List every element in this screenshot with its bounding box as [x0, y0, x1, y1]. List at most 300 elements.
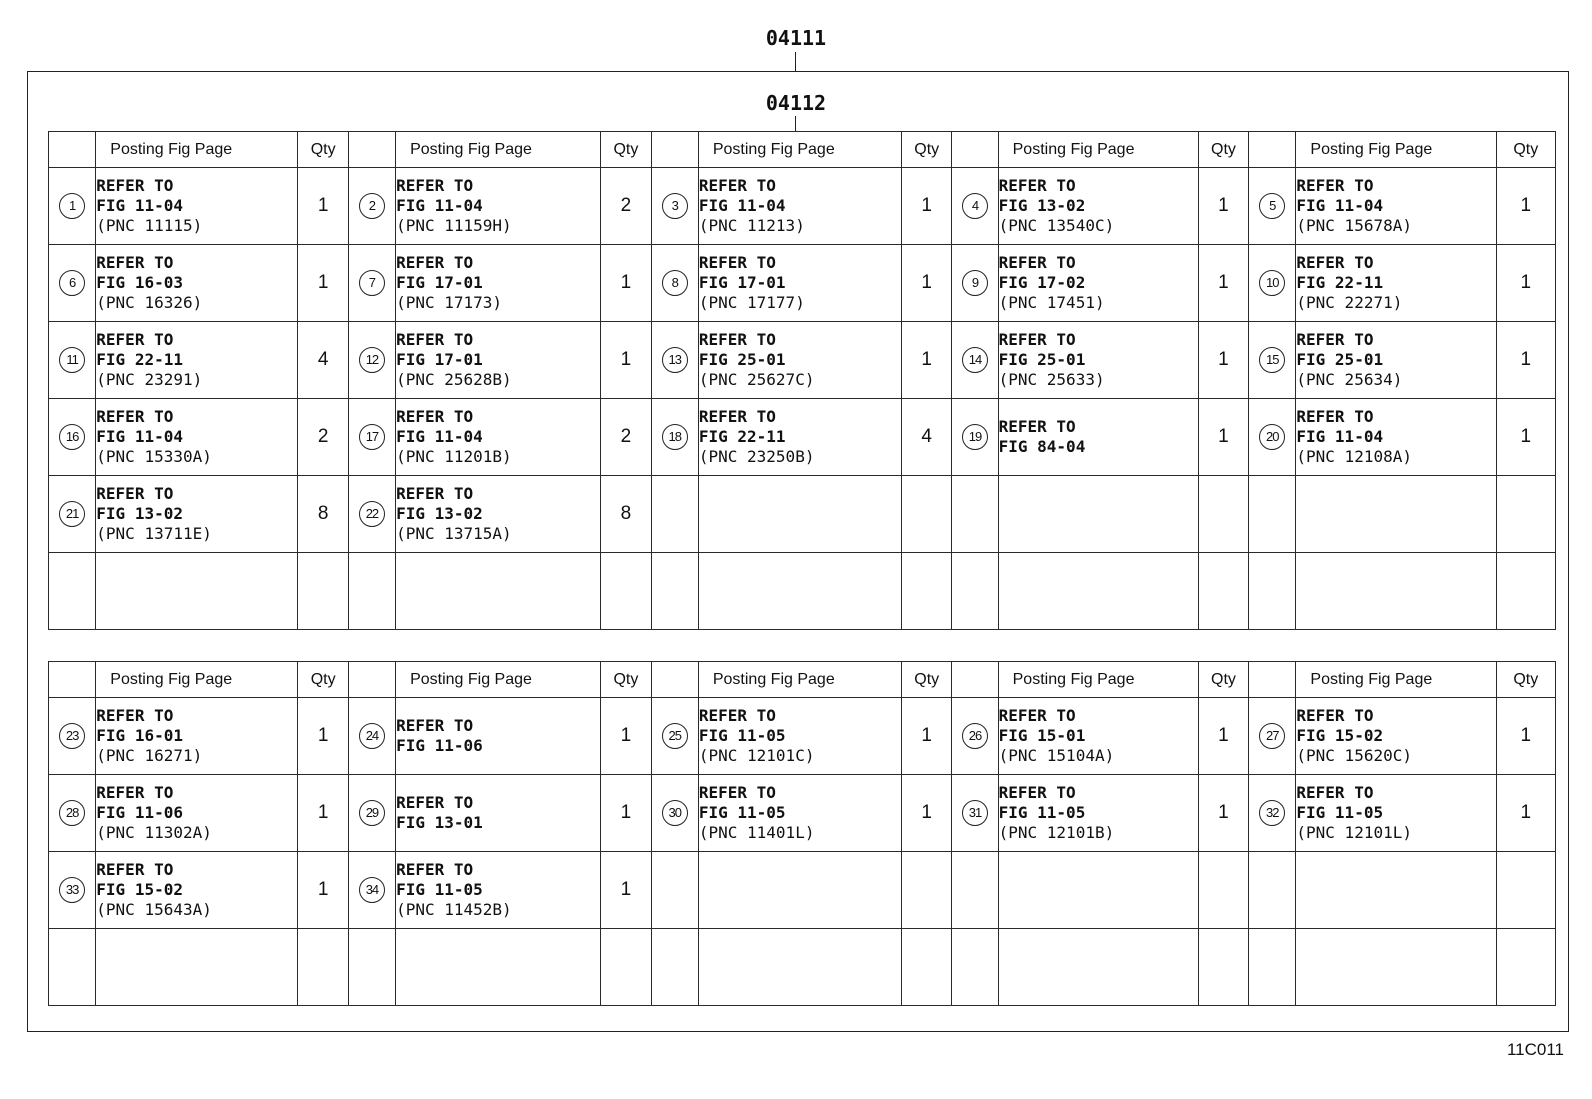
- qty-cell: 1: [902, 168, 952, 245]
- fig-ref-text: FIG 16-01: [96, 726, 183, 745]
- qty-cell: 1: [298, 775, 348, 852]
- refer-to-text: REFER TO: [1296, 783, 1374, 802]
- ref-number-badge: 16: [59, 424, 85, 450]
- header-posting: [698, 132, 901, 168]
- ref-number-badge: 30: [662, 800, 688, 826]
- header-num-col: [49, 662, 96, 698]
- fig-ref-text: FIG 15-02: [96, 880, 183, 899]
- header-qty: Qty: [1496, 132, 1555, 168]
- pnc-text: (PNC 15643A): [96, 900, 212, 919]
- ref-figure-cell: [1296, 399, 1496, 476]
- table-row: [49, 775, 1556, 852]
- table-row: [49, 852, 1556, 929]
- qty-cell: 2: [601, 399, 651, 476]
- header-num-col: [348, 662, 395, 698]
- header-qty: Qty: [298, 132, 348, 168]
- qty-cell: 1: [1496, 775, 1555, 852]
- qty-cell: 1: [902, 245, 952, 322]
- header-num-col: [1249, 662, 1296, 698]
- pnc-text: (PNC 11452B): [396, 900, 512, 919]
- header-num-col: [1249, 132, 1296, 168]
- ref-figure-cell: [1296, 245, 1496, 322]
- ref-figure-cell: [396, 322, 601, 399]
- refer-to-text: REFER TO: [396, 860, 474, 879]
- header-posting: [698, 662, 901, 698]
- qty-cell: 1: [1198, 399, 1248, 476]
- pnc-text: (PNC 17451): [998, 293, 1105, 312]
- ref-number-cell: [952, 399, 998, 476]
- refer-to-text: REFER TO: [698, 706, 776, 725]
- ref-figure-cell: [1296, 775, 1496, 852]
- qty-cell: 4: [298, 322, 348, 399]
- table-row: [49, 476, 1556, 553]
- header-posting-label: Posting Fig Page: [712, 140, 835, 158]
- fig-ref-text: FIG 11-04: [1296, 427, 1384, 446]
- pnc-text: (PNC 11115): [96, 216, 203, 235]
- qty-cell: [1198, 553, 1248, 630]
- figure-code: 11C011: [1506, 1040, 1564, 1059]
- ref-number-cell: [1249, 476, 1296, 553]
- ref-number-cell: [952, 775, 998, 852]
- ref-number-badge: 10: [1259, 270, 1285, 296]
- ref-figure-cell: [698, 245, 901, 322]
- fig-ref-text: FIG 16-03: [96, 273, 183, 292]
- ref-number-badge: 34: [359, 877, 385, 903]
- qty-cell: 1: [1496, 698, 1555, 775]
- refer-to-text: REFER TO: [1296, 330, 1374, 349]
- fig-ref-text: FIG 17-01: [396, 273, 483, 292]
- header-posting: [96, 662, 298, 698]
- ref-number-cell: [49, 852, 96, 929]
- fig-ref-text: FIG 13-02: [998, 196, 1086, 215]
- header-posting-label: Posting Fig Page: [110, 140, 233, 158]
- ref-number-cell: [651, 698, 698, 775]
- ref-figure-cell: [96, 553, 298, 630]
- sub-assembly-leader-line: [795, 116, 796, 132]
- table-row: [49, 698, 1556, 775]
- qty-cell: [902, 852, 952, 929]
- ref-figure-cell: [96, 852, 298, 929]
- header-qty: Qty: [902, 132, 952, 168]
- refer-to-text: REFER TO: [998, 417, 1076, 436]
- ref-figure-cell: [96, 399, 298, 476]
- qty-cell: 1: [902, 322, 952, 399]
- refer-to-text: REFER TO: [998, 330, 1076, 349]
- qty-cell: [1496, 476, 1555, 553]
- ref-number-cell: [49, 399, 96, 476]
- ref-number-cell: [348, 852, 395, 929]
- qty-cell: [1496, 852, 1555, 929]
- header-row: [49, 662, 1556, 698]
- pnc-text: (PNC 11213): [698, 216, 805, 235]
- pnc-text: (PNC 25628B): [396, 370, 512, 389]
- qty-cell: [1198, 929, 1248, 1006]
- qty-cell: 1: [298, 852, 348, 929]
- ref-figure-cell: [396, 775, 601, 852]
- ref-number-badge: 31: [962, 800, 988, 826]
- refer-to-text: REFER TO: [396, 407, 474, 426]
- ref-number-badge: 2: [359, 193, 385, 219]
- ref-number-badge: 32: [1259, 800, 1285, 826]
- ref-figure-cell: [1296, 852, 1496, 929]
- fig-ref-text: FIG 17-01: [396, 350, 483, 369]
- refer-to-text: REFER TO: [96, 860, 174, 879]
- assembly-number: 04111: [765, 26, 827, 50]
- ref-number-cell: [651, 929, 698, 1006]
- qty-cell: 1: [601, 852, 651, 929]
- header-qty: Qty: [902, 662, 952, 698]
- ref-number-cell: [1249, 322, 1296, 399]
- ref-figure-cell: [396, 852, 601, 929]
- fig-ref-text: FIG 11-04: [396, 427, 483, 446]
- refer-to-text: REFER TO: [396, 716, 474, 735]
- ref-number-cell: [651, 476, 698, 553]
- refer-to-text: REFER TO: [698, 783, 776, 802]
- ref-number-cell: [952, 852, 998, 929]
- ref-number-badge: 8: [662, 270, 688, 296]
- ref-number-cell: [348, 399, 395, 476]
- qty-cell: [902, 553, 952, 630]
- ref-figure-cell: [998, 322, 1198, 399]
- ref-number-badge: 28: [59, 800, 85, 826]
- header-posting: [1296, 132, 1496, 168]
- ref-number-badge: 1: [59, 193, 85, 219]
- ref-figure-cell: [998, 698, 1198, 775]
- pnc-text: (PNC 22271): [1296, 293, 1403, 312]
- qty-cell: 8: [298, 476, 348, 553]
- header-qty: Qty: [298, 662, 348, 698]
- refer-to-text: REFER TO: [96, 783, 174, 802]
- pnc-text: (PNC 12108A): [1296, 447, 1412, 466]
- ref-number-badge: 14: [962, 347, 988, 373]
- fig-ref-text: FIG 11-05: [698, 726, 786, 745]
- ref-figure-cell: [396, 399, 601, 476]
- qty-cell: 1: [902, 698, 952, 775]
- ref-number-badge: 9: [962, 270, 988, 296]
- header-posting-label: Posting Fig Page: [1012, 670, 1135, 688]
- ref-figure-cell: [1296, 168, 1496, 245]
- refer-to-text: REFER TO: [698, 407, 776, 426]
- refer-to-text: REFER TO: [96, 706, 174, 725]
- table-row: [49, 929, 1556, 1006]
- fig-ref-text: FIG 11-06: [396, 736, 483, 755]
- fig-ref-text: FIG 15-02: [1296, 726, 1384, 745]
- ref-figure-cell: [396, 929, 601, 1006]
- qty-cell: [298, 929, 348, 1006]
- ref-figure-cell: [96, 929, 298, 1006]
- ref-number-cell: [952, 553, 998, 630]
- table-row: [49, 245, 1556, 322]
- pnc-text: (PNC 25634): [1296, 370, 1403, 389]
- refer-to-text: REFER TO: [96, 176, 174, 195]
- qty-cell: 1: [1496, 168, 1555, 245]
- ref-figure-cell: [1296, 929, 1496, 1006]
- fig-ref-text: FIG 11-04: [96, 196, 183, 215]
- ref-number-cell: [49, 322, 96, 399]
- header-posting-label: Posting Fig Page: [1310, 140, 1433, 158]
- header-posting: [1296, 662, 1496, 698]
- pnc-text: (PNC 12101L): [1296, 823, 1412, 842]
- qty-cell: [1496, 929, 1555, 1006]
- qty-cell: [298, 553, 348, 630]
- ref-figure-cell: [96, 245, 298, 322]
- ref-number-cell: [1249, 929, 1296, 1006]
- ref-number-cell: [49, 698, 96, 775]
- ref-number-badge: 21: [59, 501, 85, 527]
- qty-cell: [1198, 476, 1248, 553]
- header-posting: [96, 132, 298, 168]
- ref-number-cell: [49, 476, 96, 553]
- pnc-text: (PNC 16271): [96, 746, 203, 765]
- pnc-text: (PNC 13715A): [396, 524, 512, 543]
- ref-number-cell: [952, 476, 998, 553]
- ref-number-badge: 11: [59, 347, 85, 373]
- qty-cell: [1198, 852, 1248, 929]
- pnc-text: (PNC 15330A): [96, 447, 212, 466]
- ref-number-cell: [49, 553, 96, 630]
- ref-number-badge: 24: [359, 723, 385, 749]
- header-num-col: [651, 662, 698, 698]
- fig-ref-text: FIG 11-05: [396, 880, 483, 899]
- pnc-text: (PNC 17177): [698, 293, 805, 312]
- pnc-text: (PNC 23291): [96, 370, 203, 389]
- qty-cell: 1: [1198, 322, 1248, 399]
- fig-ref-text: FIG 11-04: [698, 196, 786, 215]
- header-posting-label: Posting Fig Page: [712, 670, 835, 688]
- header-posting: [396, 662, 601, 698]
- fig-ref-text: FIG 15-01: [998, 726, 1086, 745]
- qty-cell: 1: [298, 168, 348, 245]
- pnc-text: (PNC 15104A): [998, 746, 1115, 765]
- pnc-text: (PNC 11401L): [698, 823, 815, 842]
- ref-figure-cell: [998, 245, 1198, 322]
- ref-number-cell: [348, 245, 395, 322]
- qty-cell: [601, 553, 651, 630]
- ref-figure-cell: [96, 476, 298, 553]
- refer-to-text: REFER TO: [396, 176, 474, 195]
- fig-ref-text: FIG 84-04: [998, 437, 1086, 456]
- fig-ref-text: FIG 13-02: [96, 504, 183, 523]
- ref-figure-cell: [698, 399, 901, 476]
- refer-to-text: REFER TO: [998, 176, 1076, 195]
- ref-number-cell: [1249, 399, 1296, 476]
- ref-number-badge: 3: [662, 193, 688, 219]
- qty-cell: 2: [601, 168, 651, 245]
- ref-figure-cell: [96, 775, 298, 852]
- pnc-text: (PNC 16326): [96, 293, 203, 312]
- qty-cell: 1: [601, 698, 651, 775]
- ref-number-cell: [952, 698, 998, 775]
- fig-ref-text: FIG 11-05: [698, 803, 786, 822]
- pnc-text: (PNC 15620C): [1296, 746, 1412, 765]
- ref-number-badge: 19: [962, 424, 988, 450]
- refer-to-text: REFER TO: [1296, 253, 1374, 272]
- ref-number-cell: [348, 322, 395, 399]
- refer-to-text: REFER TO: [698, 330, 776, 349]
- ref-figure-cell: [698, 476, 901, 553]
- refer-to-text: REFER TO: [396, 253, 474, 272]
- ref-figure-cell: [698, 929, 901, 1006]
- header-posting-label: Posting Fig Page: [410, 140, 532, 158]
- refer-to-text: REFER TO: [96, 253, 174, 272]
- ref-number-cell: [1249, 168, 1296, 245]
- qty-cell: [902, 476, 952, 553]
- fig-ref-text: FIG 11-05: [1296, 803, 1384, 822]
- fig-ref-text: FIG 25-01: [1296, 350, 1384, 369]
- ref-number-cell: [952, 168, 998, 245]
- refer-to-text: REFER TO: [1296, 407, 1374, 426]
- table-row: [49, 553, 1556, 630]
- pnc-text: (PNC 12101C): [698, 746, 815, 765]
- qty-cell: 1: [1198, 168, 1248, 245]
- pnc-text: (PNC 11201B): [396, 447, 512, 466]
- table-row: [49, 168, 1556, 245]
- header-qty: Qty: [601, 662, 651, 698]
- ref-number-badge: 4: [962, 193, 988, 219]
- ref-number-badge: 27: [1259, 723, 1285, 749]
- ref-number-badge: 25: [662, 723, 688, 749]
- ref-figure-cell: [998, 553, 1198, 630]
- qty-cell: 4: [902, 399, 952, 476]
- ref-figure-cell: [998, 775, 1198, 852]
- refer-to-text: REFER TO: [698, 176, 776, 195]
- header-num-col: [651, 132, 698, 168]
- qty-cell: [902, 929, 952, 1006]
- ref-figure-cell: [698, 322, 901, 399]
- ref-number-badge: 23: [59, 723, 85, 749]
- qty-cell: 2: [298, 399, 348, 476]
- fig-ref-text: FIG 13-02: [396, 504, 483, 523]
- header-qty: Qty: [1496, 662, 1555, 698]
- refer-to-text: REFER TO: [998, 783, 1076, 802]
- ref-number-cell: [348, 553, 395, 630]
- header-qty: Qty: [1198, 662, 1248, 698]
- ref-number-cell: [651, 322, 698, 399]
- ref-number-badge: 22: [359, 501, 385, 527]
- header-num-col: [952, 132, 998, 168]
- sub-assembly-number: 04112: [765, 91, 827, 115]
- ref-number-badge: 17: [359, 424, 385, 450]
- header-qty: Qty: [601, 132, 651, 168]
- ref-number-cell: [1249, 775, 1296, 852]
- ref-figure-cell: [698, 698, 901, 775]
- header-posting: [998, 132, 1198, 168]
- fig-ref-text: FIG 22-11: [1296, 273, 1384, 292]
- refer-to-text: REFER TO: [998, 706, 1076, 725]
- reference-table-2: [48, 661, 1556, 1006]
- header-num-col: [49, 132, 96, 168]
- ref-number-badge: 33: [59, 877, 85, 903]
- table-row: [49, 322, 1556, 399]
- refer-to-text: REFER TO: [396, 484, 474, 503]
- pnc-text: (PNC 12101B): [998, 823, 1115, 842]
- pnc-text: (PNC 13540C): [998, 216, 1115, 235]
- header-posting: [998, 662, 1198, 698]
- ref-number-badge: 18: [662, 424, 688, 450]
- refer-to-text: REFER TO: [96, 330, 174, 349]
- refer-to-text: REFER TO: [698, 253, 776, 272]
- pnc-text: (PNC 11159H): [396, 216, 512, 235]
- ref-number-badge: 26: [962, 723, 988, 749]
- qty-cell: 1: [902, 775, 952, 852]
- reference-table-1: [48, 131, 1556, 630]
- ref-number-badge: 7: [359, 270, 385, 296]
- pnc-text: (PNC 17173): [396, 293, 503, 312]
- ref-number-cell: [952, 245, 998, 322]
- refer-to-text: REFER TO: [998, 253, 1076, 272]
- ref-number-badge: 5: [1259, 193, 1285, 219]
- header-qty: Qty: [1198, 132, 1248, 168]
- qty-cell: [601, 929, 651, 1006]
- ref-figure-cell: [96, 168, 298, 245]
- ref-number-cell: [348, 168, 395, 245]
- ref-number-cell: [348, 476, 395, 553]
- assembly-leader-line: [795, 52, 796, 71]
- ref-number-cell: [651, 168, 698, 245]
- ref-number-cell: [49, 245, 96, 322]
- qty-cell: 1: [601, 245, 651, 322]
- fig-ref-text: FIG 22-11: [698, 427, 786, 446]
- qty-cell: 1: [1198, 775, 1248, 852]
- fig-ref-text: FIG 22-11: [96, 350, 183, 369]
- ref-number-badge: 13: [662, 347, 688, 373]
- pnc-text: (PNC 11302A): [96, 823, 212, 842]
- qty-cell: 1: [601, 322, 651, 399]
- ref-figure-cell: [698, 775, 901, 852]
- qty-cell: 1: [601, 775, 651, 852]
- ref-figure-cell: [1296, 322, 1496, 399]
- fig-ref-text: FIG 13-01: [396, 813, 483, 832]
- ref-figure-cell: [1296, 553, 1496, 630]
- ref-figure-cell: [96, 322, 298, 399]
- ref-number-cell: [348, 698, 395, 775]
- ref-figure-cell: [698, 852, 901, 929]
- ref-number-cell: [1249, 553, 1296, 630]
- pnc-text: (PNC 25627C): [698, 370, 815, 389]
- ref-number-cell: [651, 245, 698, 322]
- header-posting-label: Posting Fig Page: [1012, 140, 1135, 158]
- pnc-text: (PNC 23250B): [698, 447, 815, 466]
- ref-number-badge: 20: [1259, 424, 1285, 450]
- header-row: [49, 132, 1556, 168]
- qty-cell: 8: [601, 476, 651, 553]
- table-row: [49, 399, 1556, 476]
- ref-figure-cell: [998, 929, 1198, 1006]
- qty-cell: 1: [1198, 698, 1248, 775]
- refer-to-text: REFER TO: [1296, 706, 1374, 725]
- ref-figure-cell: [998, 399, 1198, 476]
- ref-figure-cell: [1296, 476, 1496, 553]
- pnc-text: (PNC 25633): [998, 370, 1105, 389]
- header-posting-label: Posting Fig Page: [1310, 670, 1433, 688]
- ref-number-cell: [348, 775, 395, 852]
- ref-figure-cell: [998, 476, 1198, 553]
- header-num-col: [952, 662, 998, 698]
- ref-number-badge: 6: [59, 270, 85, 296]
- fig-ref-text: FIG 17-01: [698, 273, 786, 292]
- fig-ref-text: FIG 11-06: [96, 803, 183, 822]
- fig-ref-text: FIG 11-05: [998, 803, 1086, 822]
- header-num-col: [348, 132, 395, 168]
- ref-figure-cell: [1296, 698, 1496, 775]
- header-posting-label: Posting Fig Page: [410, 670, 532, 688]
- ref-figure-cell: [698, 168, 901, 245]
- fig-ref-text: FIG 11-04: [1296, 196, 1384, 215]
- fig-ref-text: FIG 17-02: [998, 273, 1086, 292]
- pnc-text: (PNC 13711E): [96, 524, 212, 543]
- qty-cell: 1: [298, 698, 348, 775]
- ref-number-cell: [651, 399, 698, 476]
